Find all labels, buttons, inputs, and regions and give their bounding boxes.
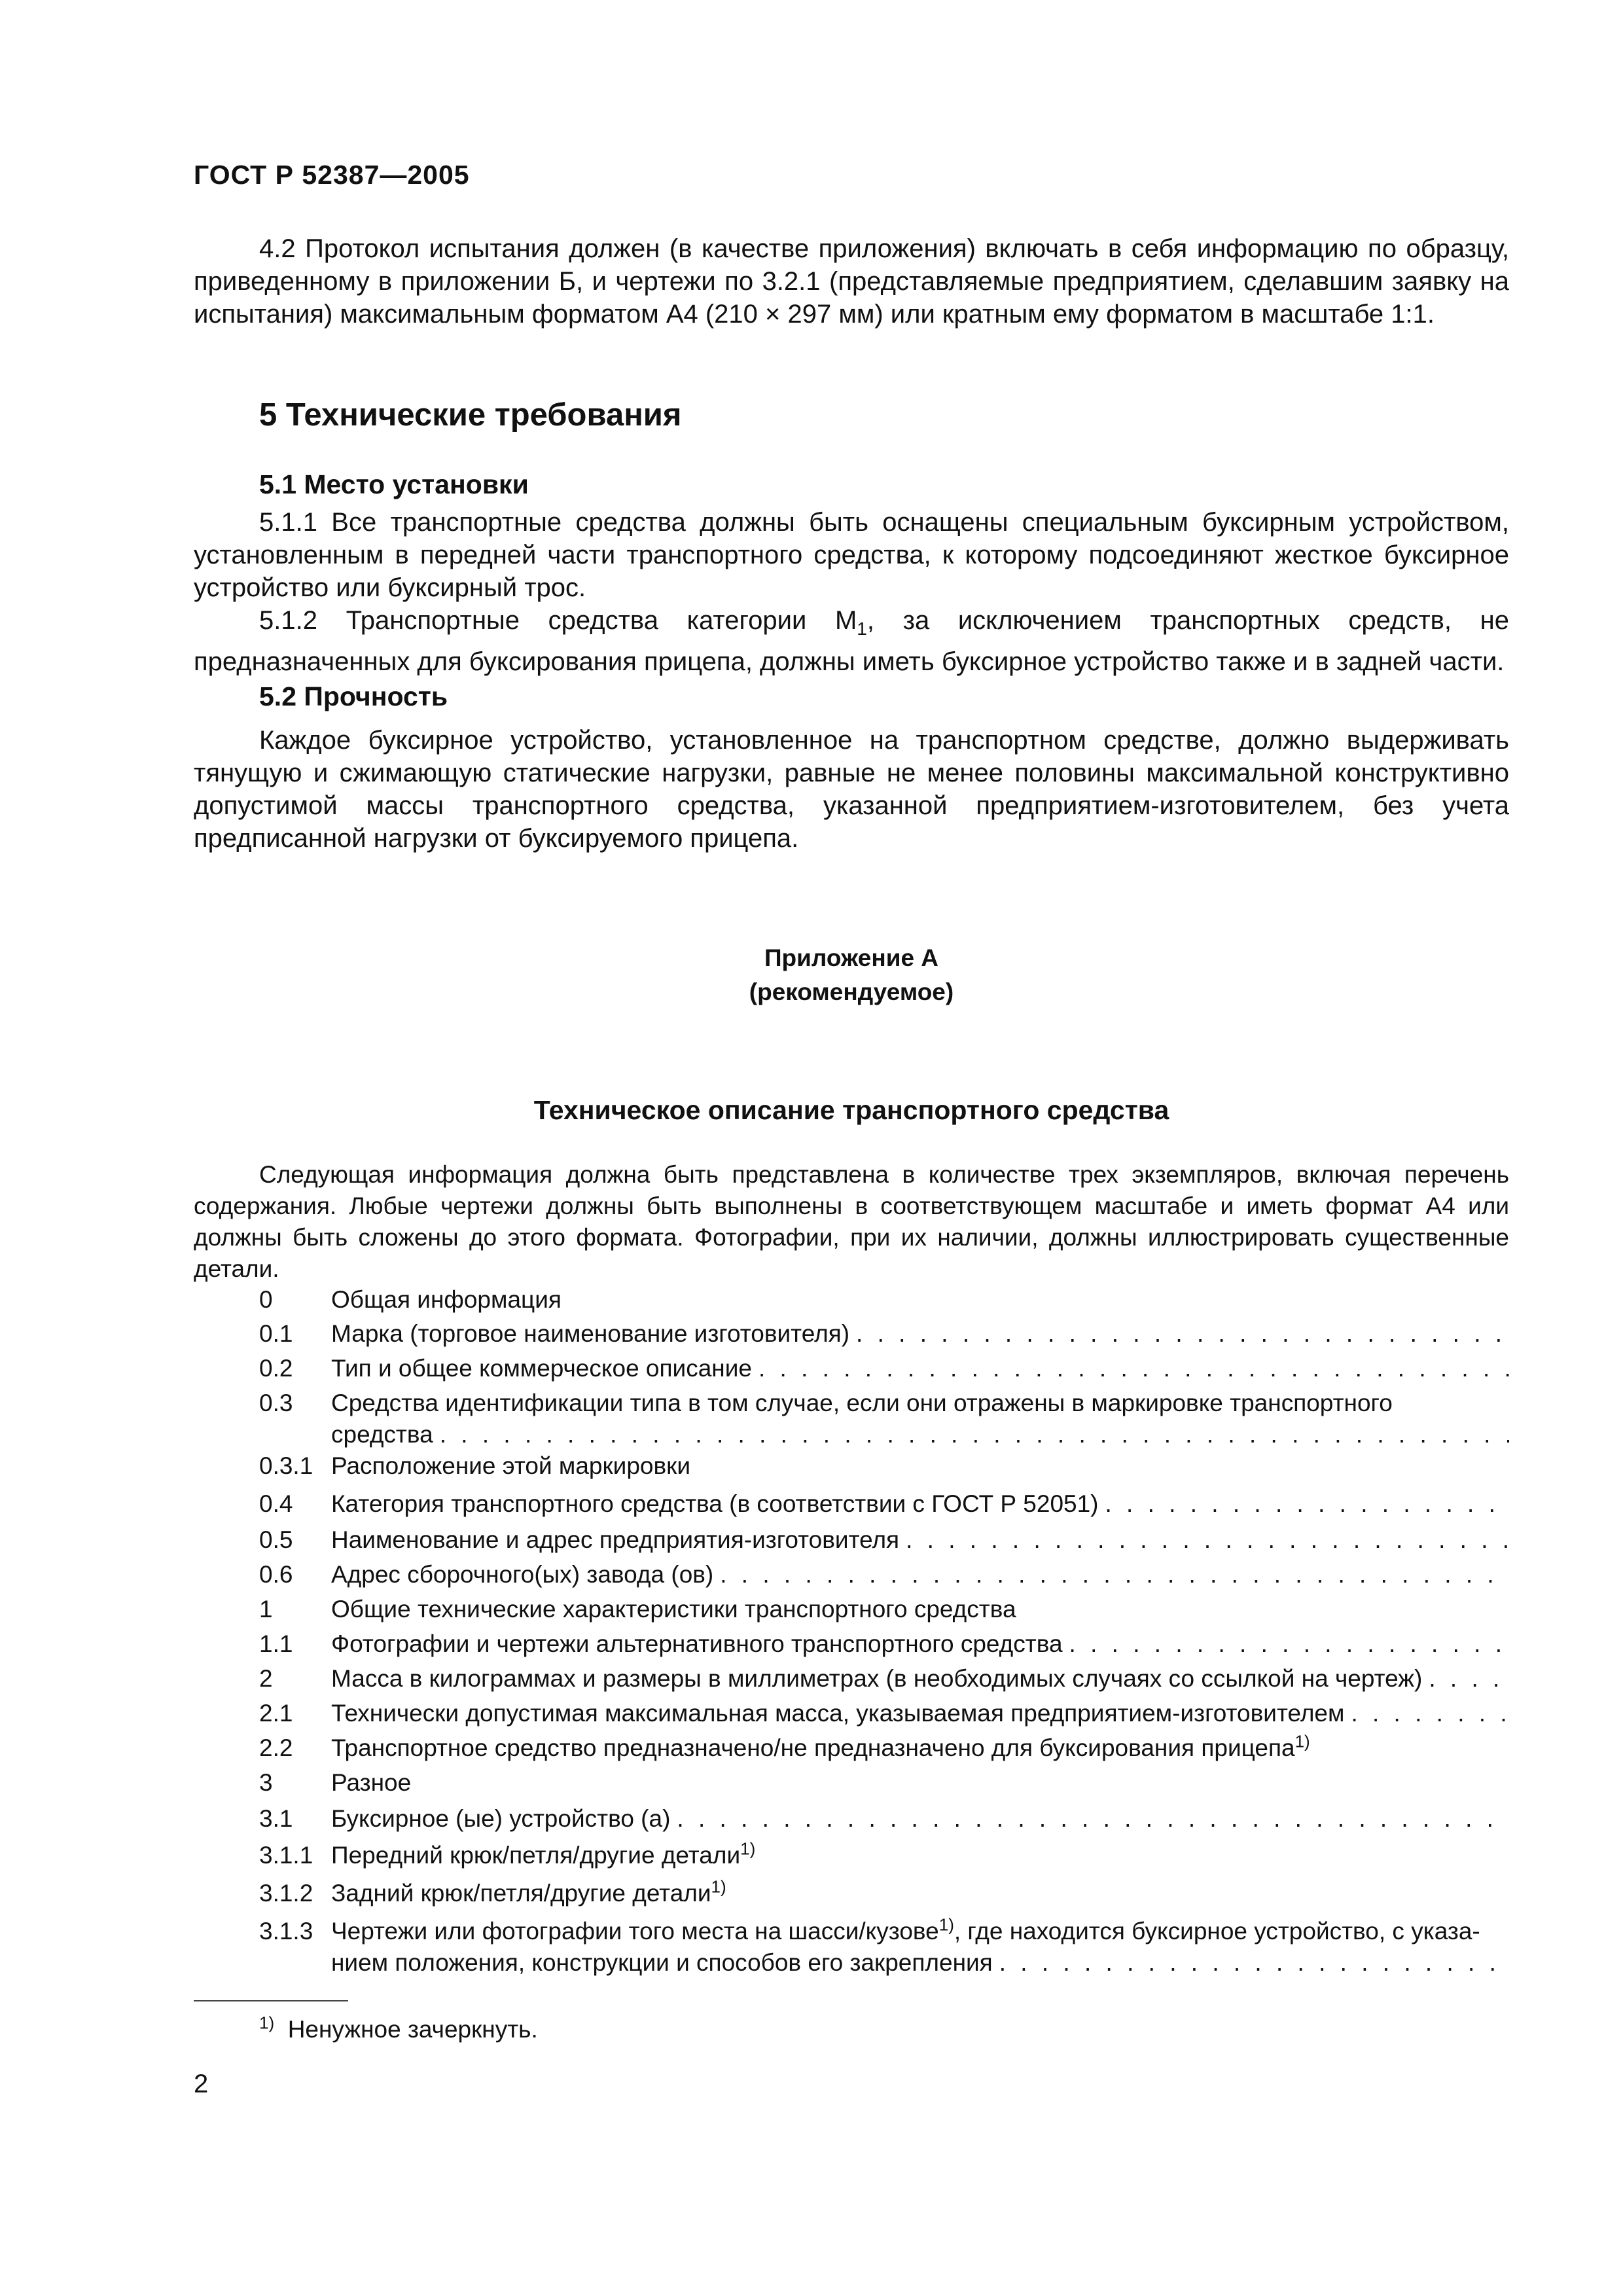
dot-leader (856, 1318, 1509, 1350)
item-text-body: Транспортное средство предназначено/не предназначено для буксирования прицепа (331, 1734, 1295, 1761)
standard-code-header: ГОСТ Р 52387—2005 (194, 160, 470, 190)
item-text-continued: средства (331, 1421, 433, 1448)
item-number: 0.2 (259, 1355, 293, 1382)
item-text: Марка (торговое наименование изготовителя) (331, 1320, 850, 1347)
footnote-text: Ненужное зачеркнуть. (287, 2016, 538, 2043)
item-text: Тип и общее коммерческое описание (331, 1355, 752, 1382)
item-number: 0.3.1 (259, 1452, 313, 1479)
list-item (194, 1916, 1509, 1979)
item-number: 0.1 (259, 1320, 293, 1347)
item-number: 2.1 (259, 1700, 293, 1727)
item-text-body: Передний крюк/петля/другие детали (331, 1842, 741, 1869)
item-number: 2 (259, 1665, 273, 1692)
item-number: 0.4 (259, 1490, 293, 1517)
paragraph-5-1-2 (194, 604, 1509, 678)
item-number: 0.3 (259, 1390, 293, 1416)
category-subscript: 1 (857, 619, 867, 639)
page-number: 2 (194, 2070, 209, 2098)
list-item (194, 1803, 1509, 1840)
item-text: Наименование и адрес предприятия-изготовителя (331, 1526, 900, 1553)
item-text: Адрес сборочного(ых) завода (ов) (331, 1561, 714, 1588)
list-item (194, 1388, 1509, 1450)
list-item (194, 1559, 1509, 1594)
dot-leader (758, 1353, 1509, 1384)
item-text: Буксирное (ые) устройство (а) (331, 1805, 671, 1832)
item-number: 0 (259, 1286, 273, 1313)
item-number: 1.1 (259, 1630, 293, 1657)
dot-leader (906, 1524, 1509, 1556)
item-number: 0.6 (259, 1561, 293, 1588)
item-text: Средства идентификации типа в том случае, если они отражены в маркировке транспортного (331, 1390, 1393, 1416)
item-text: Расположение этой маркировки (331, 1452, 691, 1479)
item-text-continued: нием положения, конструкции и способов его закрепления (331, 1949, 993, 1976)
item-text (331, 1840, 755, 1871)
paragraph-5-2: Каждое буксирное устройство, установленное на транспортном средстве, должно выдерживать тянущую и сжимающую статические нагрузки, равные не менее половины максимальной конструктивно допустимой массы транспортного средства, указанной предприятием-изготовителем, без учета предписанной нагрузки от буксируемого прицепа. (194, 726, 1509, 853)
item-number: 2.2 (259, 1734, 293, 1761)
footnote-divider (194, 2000, 348, 2001)
footnote-ref: 1) (740, 1839, 756, 1859)
list-item (194, 1878, 1509, 1916)
item-number: 3.1.3 (259, 1918, 313, 1945)
dot-leader (1105, 1488, 1510, 1520)
item-text: Категория транспортного средства (в соответствии с ГОСТ Р 52051) (331, 1490, 1099, 1517)
list-item (194, 1284, 1509, 1318)
dot-leader (1429, 1663, 1509, 1695)
list-item (194, 1663, 1509, 1698)
item-text (331, 1878, 726, 1909)
footnote (259, 2013, 538, 2043)
list-item (194, 1628, 1509, 1663)
paragraph-5-1-1: 5.1.1 Все транспортные средства должны быть оснащены специальным буксирным устройством, установленным в передней части транспортного средства, к которому подсоединяют жесткое буксирное устройство или буксирный трос. (194, 508, 1509, 602)
item-number: 0.5 (259, 1526, 293, 1553)
item-text: Технически допустимая максимальная масса, указываемая предприятием-изготовителем (331, 1700, 1345, 1727)
footnote-ref: 1) (1294, 1731, 1310, 1751)
item-text (331, 1732, 1310, 1764)
dot-leader (999, 1947, 1509, 1979)
section-5-heading: 5 Технические требования (259, 397, 682, 433)
footnote-ref: 1) (938, 1914, 954, 1935)
list-item (194, 1450, 1509, 1488)
item-text: Разное (331, 1769, 412, 1796)
item-text: Общие технические характеристики транспортного средства (331, 1596, 1016, 1623)
footnote-mark: 1) (259, 2013, 275, 2033)
list-item (194, 1840, 1509, 1878)
list-item (194, 1767, 1509, 1803)
list-item (194, 1318, 1509, 1353)
paragraph-5-1-2-part-b: , за исключением транспортных средств, не предназначенных для буксирования прицепа, должны иметь буксирное устройство также и в задней части. (194, 606, 1510, 676)
item-text: Масса в килограммах и размеры в миллиметрах (в необходимых случаях со ссылкой на чертеж) (331, 1665, 1423, 1692)
appendix-label: Приложение А (764, 944, 939, 971)
list-item (194, 1698, 1509, 1732)
item-number: 3.1.1 (259, 1842, 313, 1869)
dot-leader (677, 1803, 1509, 1835)
item-text-part-a: Чертежи или фотографии того места на шасси/кузове (331, 1918, 939, 1945)
section-5-2-heading: 5.2 Прочность (259, 681, 448, 711)
section-5-1-heading: 5.1 Место установки (259, 469, 529, 499)
list-item (194, 1732, 1509, 1767)
item-text: Фотографии и чертежи альтернативного транспортного средства (331, 1630, 1063, 1657)
dot-leader (720, 1559, 1509, 1590)
dot-leader (440, 1419, 1509, 1450)
item-text-body: Задний крюк/петля/другие детали (331, 1880, 711, 1907)
item-text: Общая информация (331, 1286, 562, 1313)
item-number: 3 (259, 1769, 273, 1796)
appendix-title: Техническое описание транспортного средства (533, 1095, 1169, 1125)
appendix-item-list (194, 1284, 1509, 1979)
item-number: 3.1.2 (259, 1880, 313, 1907)
appendix-intro: Следующая информация должна быть представлена в количестве трех экземпляров, включая перечень содержания. Любые чертежи должны быть выполнены в соответствующем масштабе и иметь формат А4 или должны быть сложены до этого формата. Фотографии, при их наличии, должны иллюстрировать существенные детали. (194, 1161, 1509, 1282)
item-number: 1 (259, 1596, 273, 1623)
list-item (194, 1488, 1509, 1524)
paragraph-5-1-2-part-a: 5.1.2 Транспортные средства категории М (259, 606, 857, 635)
item-text-part-b: , где находится буксирное устройство, с указа- (954, 1918, 1480, 1945)
item-number: 3.1 (259, 1805, 293, 1832)
appendix-kind: (рекомендуемое) (749, 978, 954, 1005)
paragraph-4-2: 4.2 Протокол испытания должен (в качестве приложения) включать в себя информацию по образцу, приведенному в приложении Б, и чертежи по 3.2.1 (представляемые предприятием, сделавшим заявку на испытания) максимальным форматом А4 (210 × 297 мм) или кратным ему форматом в масштабе 1:1. (194, 234, 1509, 329)
list-item (194, 1594, 1509, 1628)
dot-leader (1351, 1698, 1509, 1729)
list-item (194, 1524, 1509, 1559)
footnote-ref: 1) (711, 1876, 726, 1897)
list-item (194, 1353, 1509, 1388)
dot-leader (1069, 1628, 1509, 1660)
